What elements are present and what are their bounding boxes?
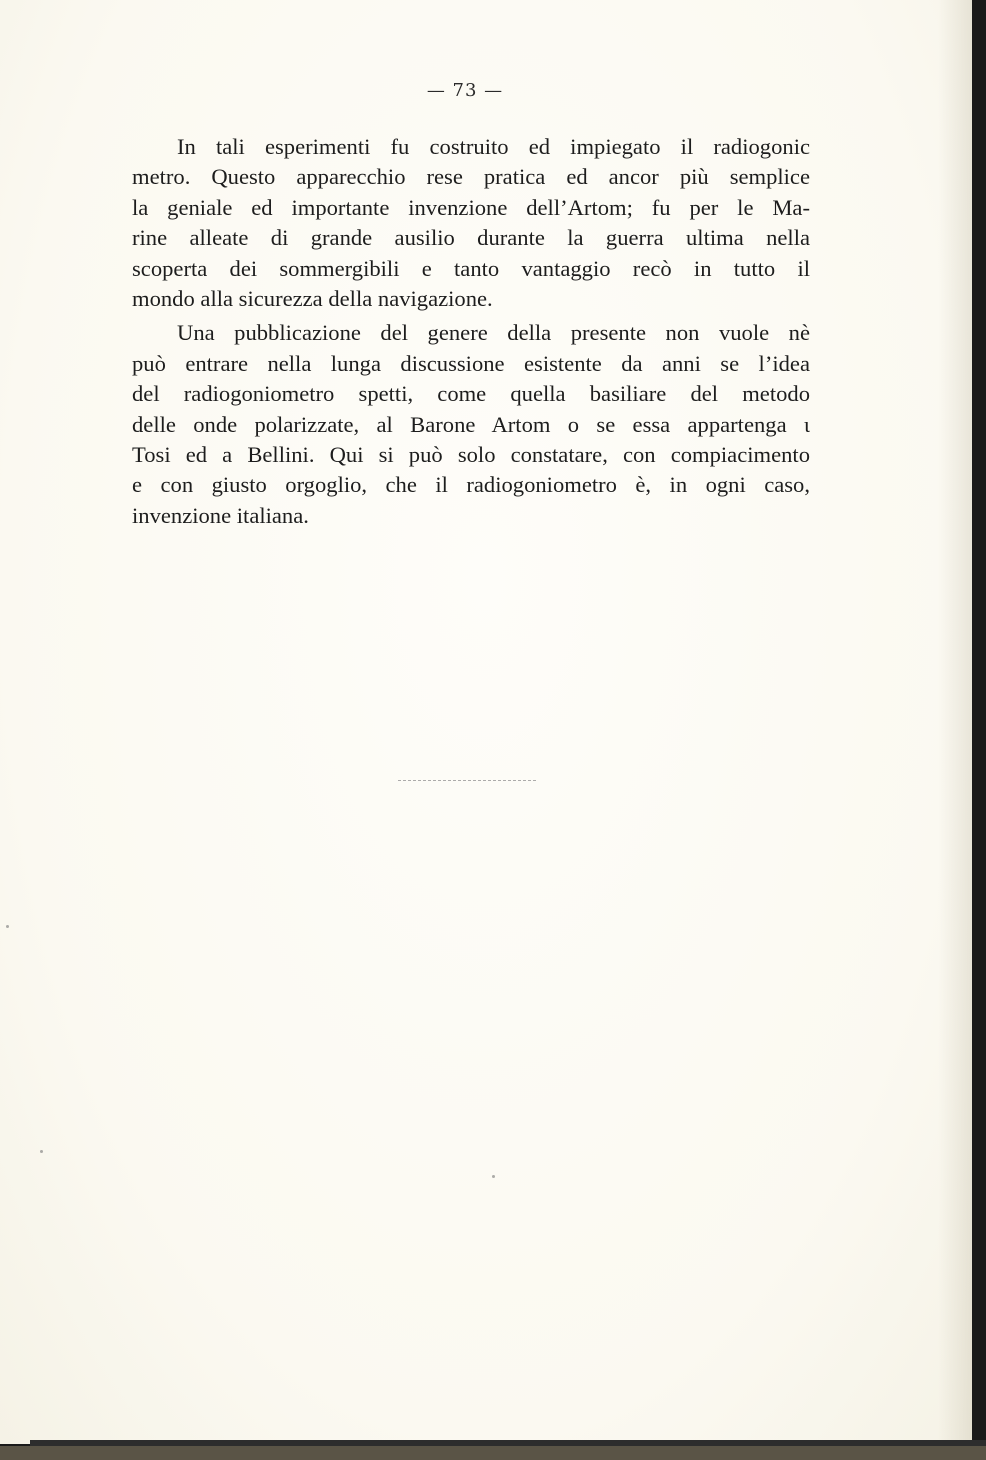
text-line: mondo alla sicurezza della navigazione. — [132, 285, 493, 311]
page-edge-shadow — [938, 0, 972, 1444]
text-line: rine alleate di grande ausilio durante la guerra ultima nella — [132, 225, 810, 251]
text-line: metro. Questo apparecchio rese pratica ed ancor più semplice — [132, 164, 810, 190]
text-line: la geniale ed importante invenzione dell’Artom; fu per le Ma- — [132, 194, 810, 220]
text-line: delle onde polarizzate, al Barone Artom o se essa appartenga ι — [132, 411, 810, 437]
page-number: — 73 — — [426, 80, 504, 101]
scan-speck — [492, 1175, 495, 1178]
body-text — [132, 132, 810, 531]
scan-speck — [40, 1150, 43, 1153]
scan-border — [0, 1446, 986, 1460]
scan-speck — [6, 925, 9, 928]
text-line: In tali esperimenti fu costruito ed impiegato il radiogonic — [177, 134, 810, 159]
text-line: Tosi ed a Bellini. Qui si può solo constatare, con compiacimento — [132, 441, 810, 467]
text-line: può entrare nella lunga discussione esistente da anni se l’idea — [132, 350, 810, 376]
text-line: e con giusto orgoglio, che il radiogoniometro è, in ogni caso, — [132, 472, 810, 498]
text-line: invenzione italiana. — [132, 502, 309, 528]
text-line: scoperta dei sommergibili e tanto vantaggio recò in tutto il — [132, 255, 810, 281]
text-line: del radiogoniometro spetti, come quella basiliare del metodo — [132, 381, 810, 407]
text-line: Una pubblicazione del genere della presente non vuole nè — [177, 320, 810, 346]
paragraph-2 — [132, 318, 810, 531]
paragraph-1 — [132, 132, 810, 314]
section-end-rule — [398, 780, 536, 781]
